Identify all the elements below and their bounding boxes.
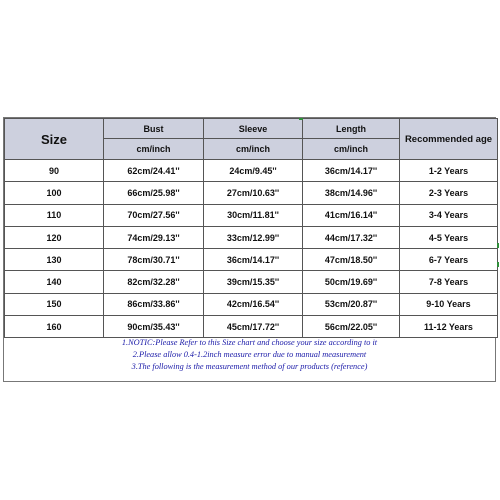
cell-age: 2-3 Years	[400, 182, 498, 204]
header-recommended-age: Recommended age	[400, 119, 498, 160]
cell-length: 38cm/14.96''	[303, 182, 400, 204]
table-header	[5, 119, 498, 160]
cell-bust: 82cm/32.28''	[104, 271, 204, 293]
cell-bust: 90cm/35.43''	[104, 316, 204, 338]
unit-length: cm/inch	[303, 139, 400, 160]
table-row	[5, 249, 498, 271]
cell-length: 47cm/18.50''	[303, 249, 400, 271]
header-length: Length	[303, 119, 400, 139]
unit-bust: cm/inch	[104, 139, 204, 160]
cell-size: 90	[5, 160, 104, 182]
cell-age: 6-7 Years	[400, 249, 498, 271]
header-sleeve: Sleeve	[204, 119, 303, 139]
cell-size: 130	[5, 249, 104, 271]
header-bust: Bust	[104, 119, 204, 139]
table-row	[5, 204, 498, 226]
cell-bust: 62cm/24.41''	[104, 160, 204, 182]
note-3: 3.The following is the measurement method of our products (reference)	[131, 362, 368, 371]
cell-size: 100	[5, 182, 104, 204]
edge-marker-top	[497, 243, 499, 248]
cell-age: 1-2 Years	[400, 160, 498, 182]
cell-size: 160	[5, 316, 104, 338]
table-row	[5, 271, 498, 293]
cell-age: 11-12 Years	[400, 316, 498, 338]
cell-age: 7-8 Years	[400, 271, 498, 293]
header-size: Size	[5, 119, 104, 160]
size-chart	[3, 117, 496, 382]
cell-bust: 70cm/27.56''	[104, 204, 204, 226]
cell-bust: 86cm/33.86''	[104, 293, 204, 315]
cell-size: 150	[5, 293, 104, 315]
cell-sleeve: 24cm/9.45''	[204, 160, 303, 182]
cell-sleeve: 30cm/11.81''	[204, 204, 303, 226]
corner-marker	[299, 118, 303, 120]
cell-size: 120	[5, 226, 104, 248]
cell-sleeve: 42cm/16.54''	[204, 293, 303, 315]
cell-sleeve: 39cm/15.35''	[204, 271, 303, 293]
table-row	[5, 160, 498, 182]
table-body	[5, 160, 498, 338]
unit-sleeve: cm/inch	[204, 139, 303, 160]
cell-length: 50cm/19.69''	[303, 271, 400, 293]
cell-bust: 78cm/30.71''	[104, 249, 204, 271]
table-row	[5, 293, 498, 315]
table-row	[5, 182, 498, 204]
note-2: 2.Please allow 0.4-1.2inch measure error due to manual measurement	[132, 350, 367, 359]
cell-sleeve: 27cm/10.63''	[204, 182, 303, 204]
cell-length: 44cm/17.32''	[303, 226, 400, 248]
cell-length: 41cm/16.14''	[303, 204, 400, 226]
table-row	[5, 316, 498, 338]
cell-bust: 74cm/29.13''	[104, 226, 204, 248]
cell-age: 3-4 Years	[400, 204, 498, 226]
cell-length: 36cm/14.17''	[303, 160, 400, 182]
table-row	[5, 226, 498, 248]
cell-length: 53cm/20.87''	[303, 293, 400, 315]
edge-marker-bottom	[497, 262, 499, 267]
cell-age: 4-5 Years	[400, 226, 498, 248]
cell-length: 56cm/22.05''	[303, 316, 400, 338]
note-1: 1.NOTIC:Please Refer to this Size chart and choose your size according to it	[121, 338, 378, 347]
cell-age: 9-10 Years	[400, 293, 498, 315]
cell-size: 140	[5, 271, 104, 293]
cell-bust: 66cm/25.98''	[104, 182, 204, 204]
size-table	[4, 118, 498, 338]
cell-sleeve: 45cm/17.72''	[204, 316, 303, 338]
cell-size: 110	[5, 204, 104, 226]
cell-sleeve: 36cm/14.17''	[204, 249, 303, 271]
size-notes	[4, 337, 495, 373]
cell-sleeve: 33cm/12.99''	[204, 226, 303, 248]
